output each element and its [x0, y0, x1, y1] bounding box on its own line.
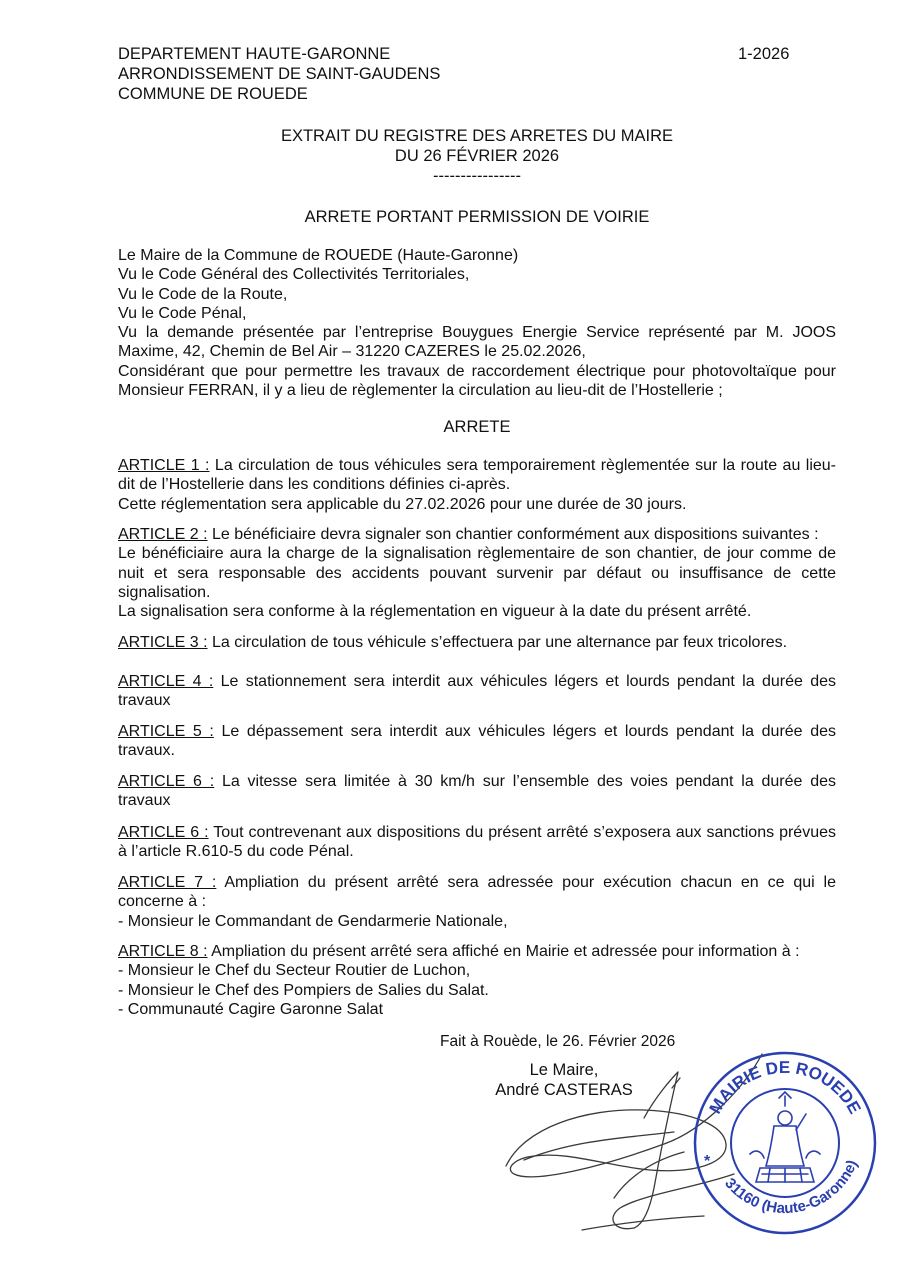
preamble-line: Le Maire de la Commune de ROUEDE (Haute-Garonne): [118, 247, 519, 264]
signature-block: [484, 1060, 644, 1100]
article-label: ARTICLE 2 :: [118, 526, 208, 543]
header-arrondissement: ARRONDISSEMENT DE SAINT-GAUDENS: [118, 65, 441, 83]
article-3: [118, 633, 836, 652]
article-text: Ampliation du présent arrêté sera affiché en Mairie et adressée pour information à :: [207, 943, 800, 960]
preamble-line: Considérant que pour permettre les travaux de raccordement électrique pour photovoltaïque pour Monsieur FERRAN, il y a lieu de règlementer la circulation au lieu-dit de l’Hostellerie ;: [118, 362, 836, 400]
article-label: ARTICLE 6 :: [118, 824, 209, 841]
article-extra: - Monsieur le Chef des Pompiers de Salies du Salat.: [118, 981, 489, 999]
article-label: ARTICLE 4 :: [118, 673, 214, 690]
article-text: Le bénéficiaire devra signaler son chantier conformément aux dispositions suivantes :: [207, 526, 819, 543]
article-6-sanctions: [118, 823, 836, 862]
article-1: [118, 456, 836, 514]
preamble: [118, 246, 836, 400]
signature-name: André CASTERAS: [495, 1081, 633, 1099]
article-extra: - Monsieur le Commandant de Gendarmerie Nationale,: [118, 912, 508, 930]
register-title-line2: DU 26 FÉVRIER 2026: [394, 147, 560, 165]
document-header: [118, 44, 440, 104]
article-5: [118, 722, 836, 761]
preamble-line: Vu le Code Pénal,: [118, 304, 247, 322]
article-extra: - Monsieur le Chef du Secteur Routier de Luchon,: [118, 962, 471, 980]
article-label: ARTICLE 1 :: [118, 457, 210, 474]
article-extra: Le bénéficiaire aura la charge de la signalisation règlementaire de son chantier, de jour comme de nuit et sera responsable des accidents pouvant survenir par défaut ou insuffisance de cette signalisation.: [118, 545, 836, 601]
signature-role: Le Maire,: [529, 1061, 599, 1079]
stamp-star: *: [704, 1153, 711, 1170]
article-4: [118, 672, 836, 711]
preamble-line: Vu la demande présentée par l’entreprise Bouygues Energie Service représenté par M. JOOS Maxime, 42, Chemin de Bel Air – 31220 CAZERES le 25.02.2026,: [118, 324, 836, 361]
article-8: [118, 942, 836, 1019]
preamble-line: Vu le Code de la Route,: [118, 285, 288, 303]
article-label: ARTICLE 8 :: [118, 943, 208, 960]
article-text: Ampliation du présent arrêté sera adressée pour exécution chacun en ce qui le concerne à :: [118, 874, 837, 911]
article-label: ARTICLE 3 :: [118, 634, 208, 651]
mairie-stamp: [690, 1048, 880, 1238]
register-title: [118, 126, 836, 186]
article-label: ARTICLE 6 :: [118, 773, 215, 790]
article-text: Tout contrevenant aux dispositions du présent arrêté s’exposera aux sanctions prévues à l’article R.610-5 du code Pénal.: [118, 824, 837, 861]
article-6-speed: [118, 772, 836, 811]
preamble-line: Vu le Code Général des Collectivités Territoriales,: [118, 266, 470, 284]
article-label: ARTICLE 7 :: [118, 874, 217, 891]
article-text: La circulation de tous véhicules sera temporairement règlementée sur la route au lieu-dit de l’Hostellerie dans les conditions définies ci-après.: [118, 457, 837, 494]
stamp-bottom-text: 31160 (Haute-Garonne): [721, 1157, 862, 1218]
header-commune: COMMUNE DE ROUEDE: [118, 85, 308, 103]
header-department: DEPARTEMENT HAUTE-GARONNE: [118, 45, 391, 63]
document-number: 1-2026: [738, 45, 790, 63]
title-separator: ----------------: [433, 167, 521, 185]
article-extra: La signalisation sera conforme à la réglementation en vigueur à la date du présent arrêté.: [118, 603, 752, 621]
article-extra: - Communauté Cagire Garonne Salat: [118, 1000, 384, 1018]
marianne-emblem-icon: [750, 1092, 820, 1182]
arrete-heading: ARRETE: [443, 418, 511, 436]
article-2: [118, 525, 836, 621]
register-title-line1: EXTRAIT DU REGISTRE DES ARRETES DU MAIRE: [280, 127, 674, 145]
decree-subject: ARRETE PORTANT PERMISSION DE VOIRIE: [304, 208, 650, 226]
stamp-top-text: MAIRIE DE ROUEDE: [705, 1057, 865, 1118]
article-label: ARTICLE 5 :: [118, 723, 214, 740]
place-date: Fait à Rouède, le 26. Février 2026: [440, 1033, 676, 1050]
article-extra: Cette réglementation sera applicable du 27.02.2026 pour une durée de 30 jours.: [118, 495, 687, 513]
article-text: Le dépassement sera interdit aux véhicules légers et lourds pendant la durée des travaux.: [118, 723, 836, 760]
article-text: La circulation de tous véhicule s’effectuera par une alternance par feux tricolores.: [207, 634, 788, 651]
article-text: La vitesse sera limitée à 30 km/h sur l’ensemble des voies pendant la durée des travaux: [118, 773, 837, 810]
article-text: Le stationnement sera interdit aux véhicules légers et lourds pendant la durée des travaux: [118, 673, 837, 710]
article-7: [118, 873, 836, 931]
